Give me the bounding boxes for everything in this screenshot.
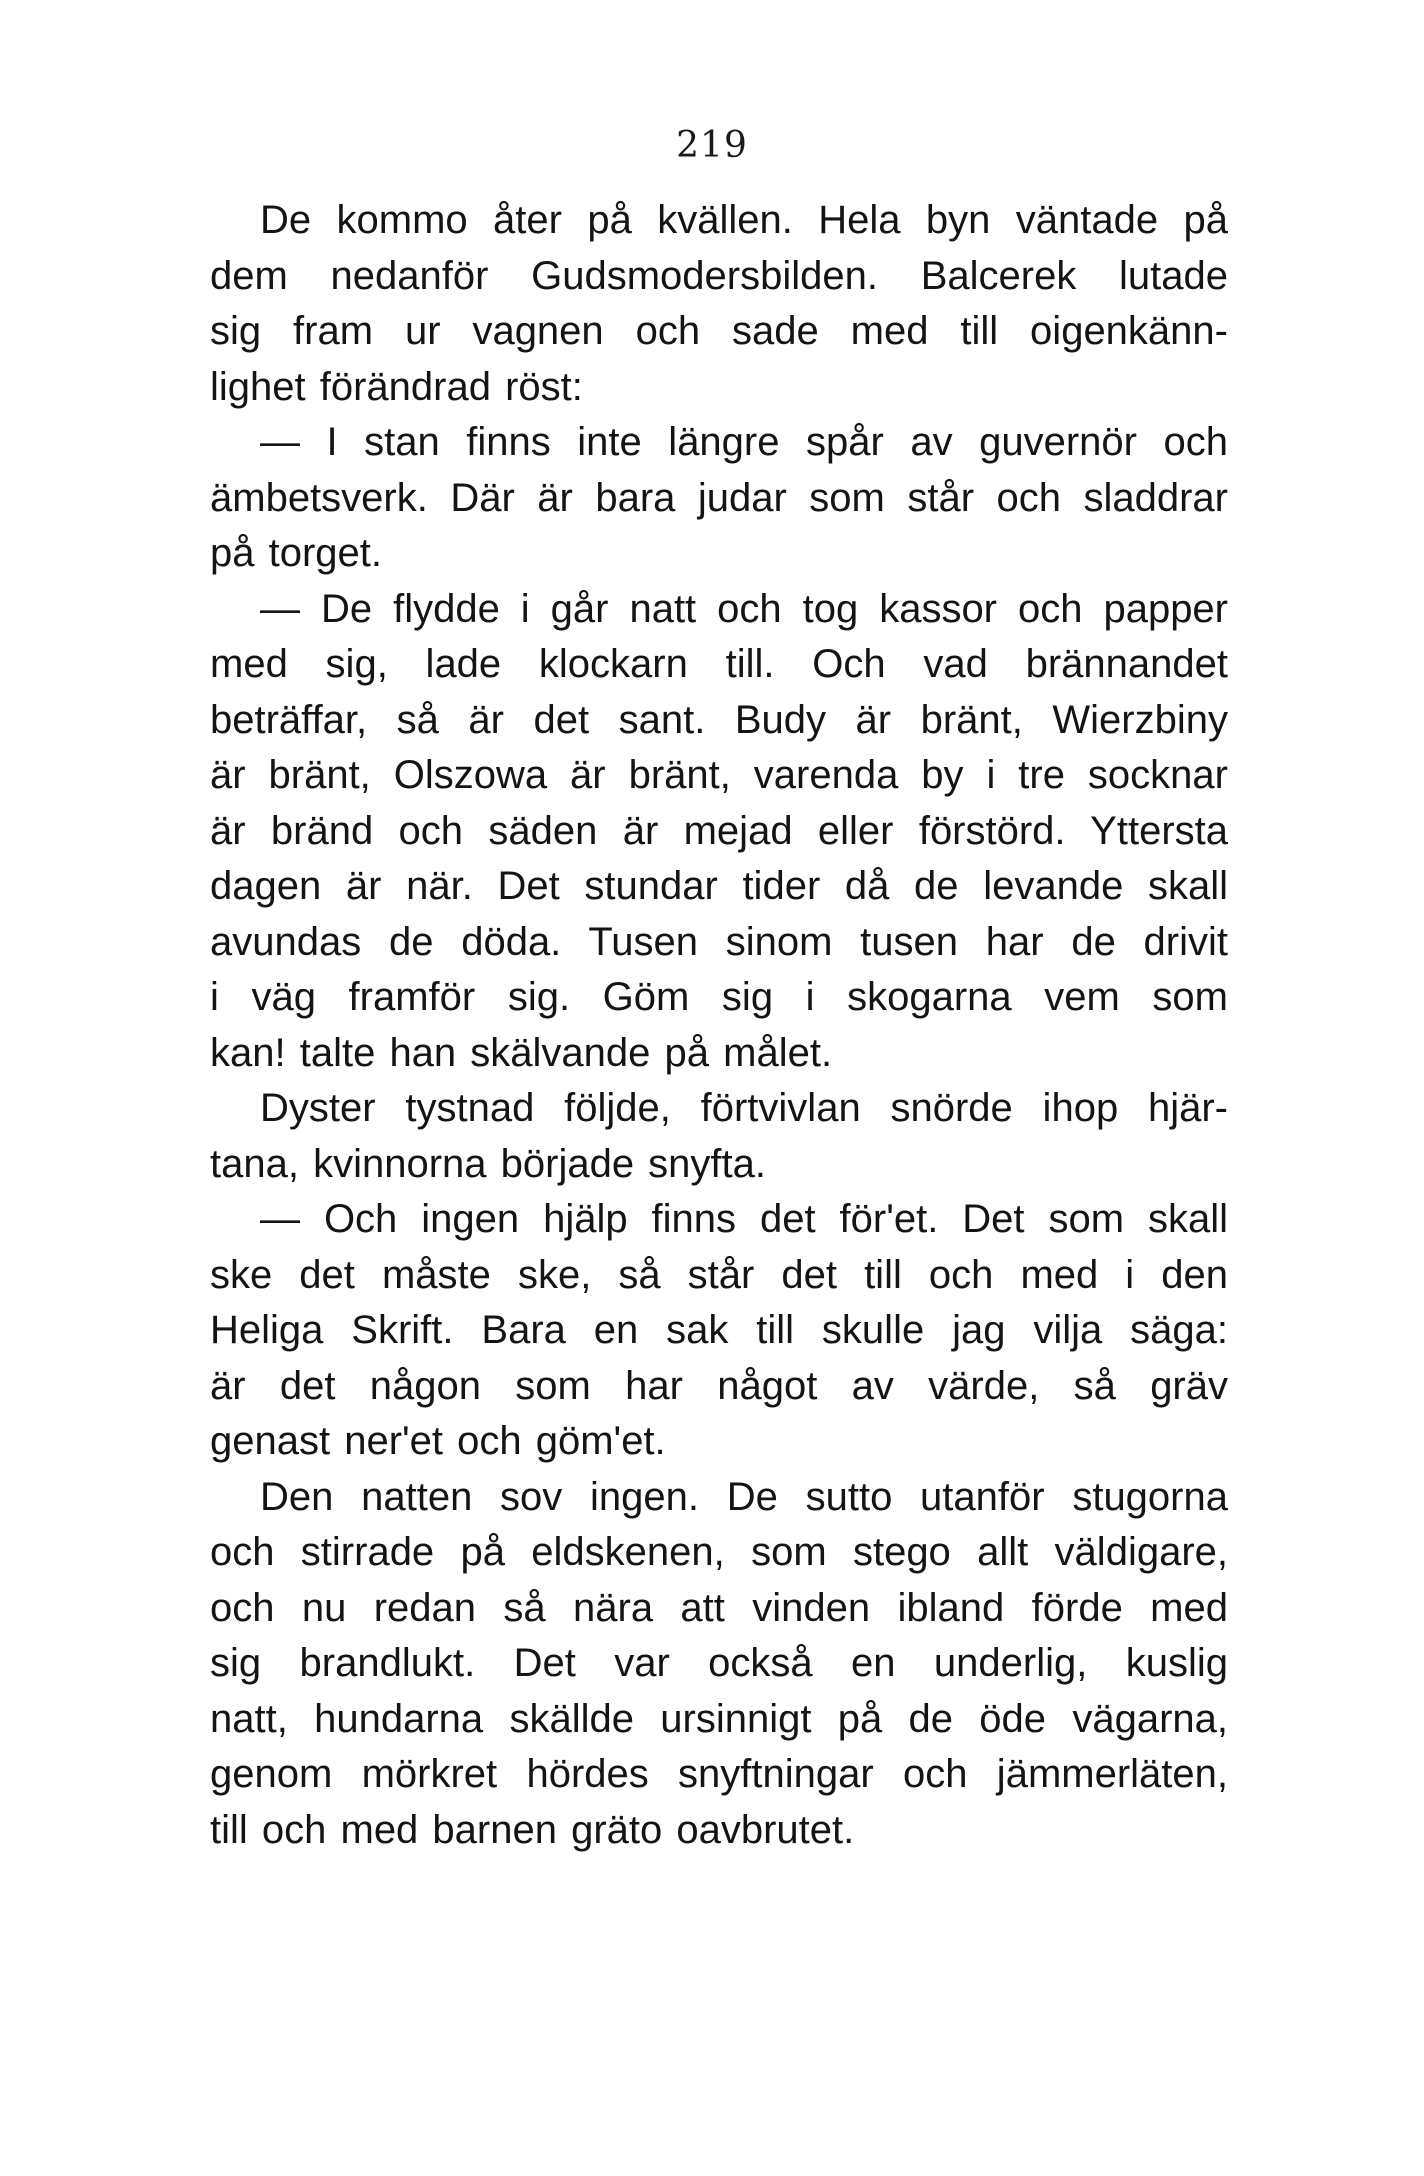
- text-line: till och med barnen gräto oavbrutet.: [210, 1807, 855, 1852]
- text-line: — I stan finns inte längre spår av guvernör och: [260, 420, 1228, 464]
- text-line: — De flydde i går natt och tog kassor och papper: [260, 586, 1228, 631]
- text-line: är bränd och säden är mejad eller förstörd. Yttersta: [210, 808, 1228, 853]
- text-line: och nu redan så nära att vinden ibland förde med: [210, 1585, 1228, 1630]
- page-number: 219: [676, 125, 748, 166]
- text-line: lighet förändrad röst:: [210, 364, 583, 409]
- text-line: beträffar, så är det sant. Budy är bränt, Wierzbiny: [210, 697, 1228, 742]
- text-line: genast ner'et och göm'et.: [210, 1419, 666, 1463]
- text-line: i väg framför sig. Göm sig i skogarna vem som: [210, 975, 1228, 1019]
- text-line: dem nedanför Gudsmodersbilden. Balcerek lutade: [210, 253, 1228, 298]
- paragraph: [210, 193, 1228, 415]
- text-line: Heliga Skrift. Bara en sak till skulle jag vilja säga:: [210, 1308, 1228, 1352]
- body-text: [210, 193, 1228, 1858]
- paragraph: [210, 1192, 1228, 1470]
- paragraph: [210, 415, 1228, 582]
- text-line: och stirrade på eldskenen, som stego allt väldigare,: [210, 1530, 1228, 1574]
- text-line: på torget.: [210, 531, 383, 575]
- paragraph: [210, 1081, 1228, 1192]
- paragraph: [210, 1470, 1228, 1859]
- text-line: kan! talte han skälvande på målet.: [210, 1030, 833, 1075]
- text-line: dagen är när. Det stundar tider då de levande skall: [210, 864, 1228, 908]
- text-line: ämbetsverk. Där är bara judar som står och sladdrar: [210, 475, 1228, 520]
- text-line: sig brandlukt. Det var också en underlig, kuslig: [210, 1641, 1228, 1685]
- text-line: Dyster tystnad följde, förtvivlan snörde ihop hjär-: [260, 1086, 1228, 1130]
- text-line: ske det måste ske, så står det till och med i den: [210, 1252, 1228, 1297]
- text-line: avundas de döda. Tusen sinom tusen har de drivit: [210, 919, 1228, 964]
- text-line: natt, hundarna skällde ursinnigt på de öde vägarna,: [210, 1696, 1228, 1741]
- text-line: Den natten sov ingen. De sutto utanför stugorna: [260, 1474, 1228, 1519]
- text-line: tana, kvinnorna började snyfta.: [210, 1141, 767, 1186]
- text-line: är det någon som har något av värde, så gräv: [210, 1363, 1228, 1408]
- text-line: — Och ingen hjälp finns det för'et. Det som skall: [260, 1197, 1228, 1241]
- text-line: genom mörkret hördes snyftningar och jämmerläten,: [210, 1752, 1228, 1796]
- paragraph: [210, 582, 1228, 1082]
- text-line: De kommo åter på kvällen. Hela byn väntade på: [260, 198, 1228, 242]
- text-line: med sig, lade klockarn till. Och vad brännandet: [210, 642, 1228, 686]
- text-line: sig fram ur vagnen och sade med till oigenkänn-: [210, 309, 1228, 353]
- text-line: är bränt, Olszowa är bränt, varenda by i tre socknar: [210, 753, 1228, 797]
